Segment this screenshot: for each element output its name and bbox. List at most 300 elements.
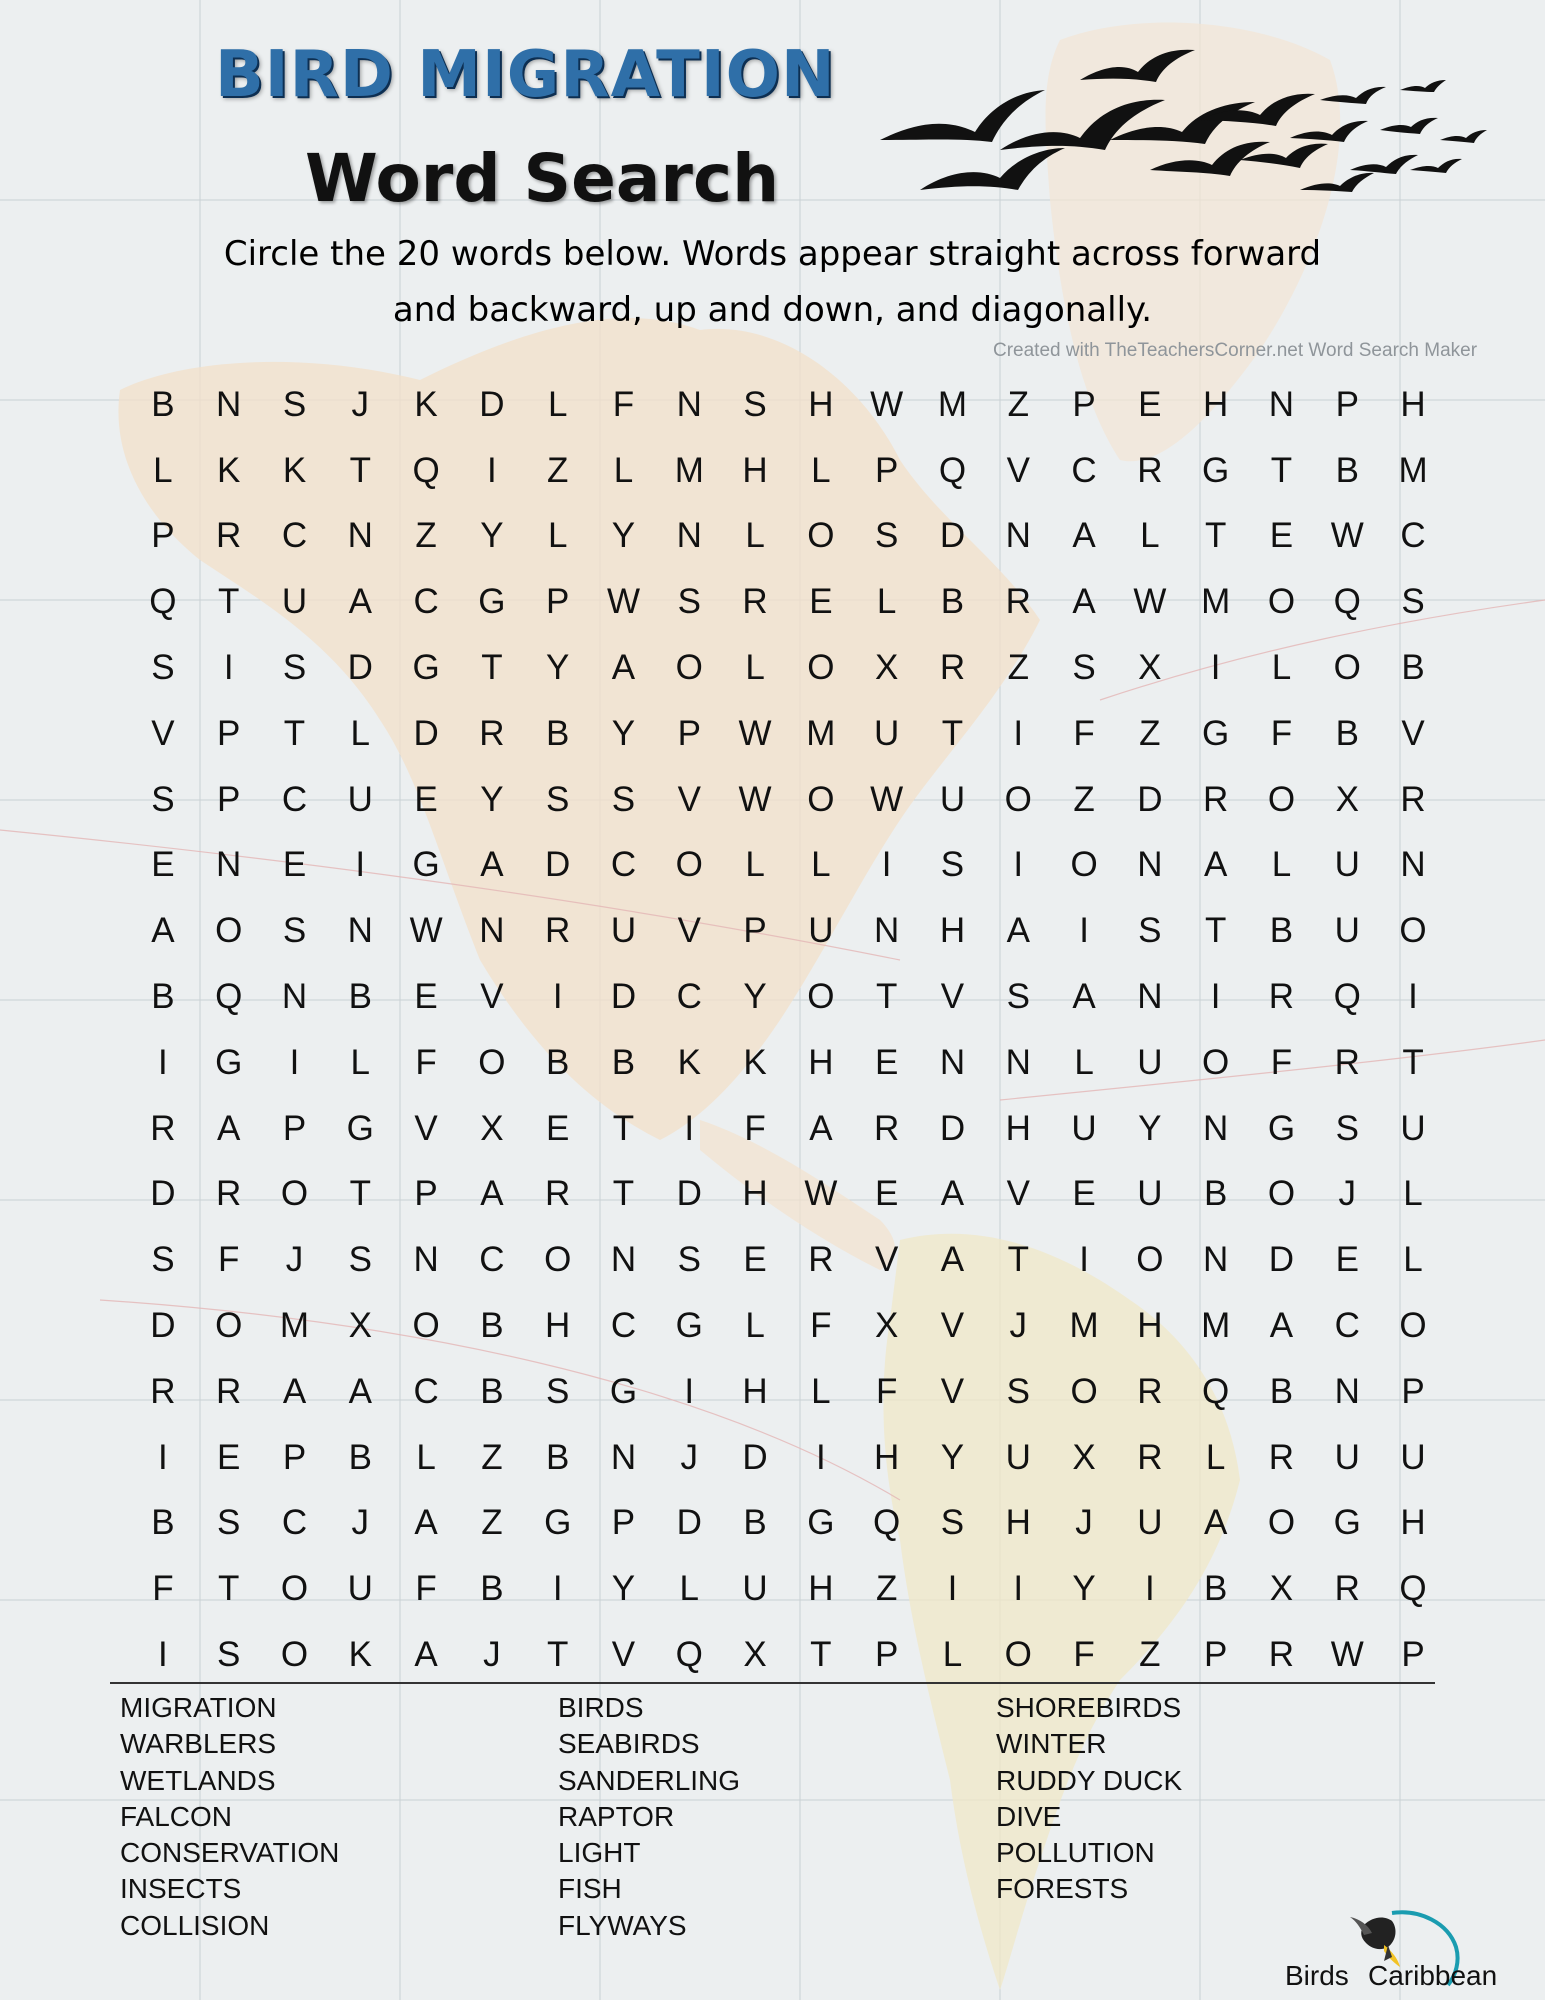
grid-letter[interactable]: B bbox=[1269, 1371, 1294, 1411]
grid-letter[interactable]: A bbox=[940, 1174, 965, 1214]
grid-letter[interactable]: W bbox=[804, 1174, 838, 1214]
grid-letter[interactable]: H bbox=[1005, 1108, 1031, 1148]
grid-letter[interactable]: Z bbox=[481, 1503, 503, 1543]
grid-letter[interactable]: T bbox=[1204, 911, 1227, 951]
grid-letter[interactable]: L bbox=[1403, 1174, 1423, 1214]
grid-letter[interactable]: K bbox=[414, 384, 438, 424]
grid-letter[interactable]: B bbox=[348, 977, 372, 1017]
grid-letter[interactable]: A bbox=[348, 1371, 372, 1411]
grid-letter[interactable]: L bbox=[745, 648, 765, 688]
grid-letter[interactable]: F bbox=[810, 1306, 832, 1346]
grid-letter[interactable]: R bbox=[808, 1240, 834, 1280]
grid-letter[interactable]: O bbox=[1070, 1371, 1098, 1411]
grid-letter[interactable]: N bbox=[1203, 1240, 1229, 1280]
grid-letter[interactable]: H bbox=[808, 1569, 834, 1609]
grid-letter[interactable]: U bbox=[1137, 1042, 1163, 1082]
grid-letter[interactable]: M bbox=[937, 384, 968, 424]
grid-letter[interactable]: P bbox=[874, 450, 899, 490]
grid-letter[interactable]: R bbox=[1203, 779, 1229, 819]
grid-letter[interactable]: X bbox=[480, 1108, 504, 1148]
grid-letter[interactable]: C bbox=[676, 977, 702, 1017]
grid-letter[interactable]: X bbox=[1138, 648, 1162, 688]
grid-letter[interactable]: C bbox=[281, 779, 308, 819]
grid-letter[interactable]: B bbox=[546, 713, 570, 753]
grid-letter[interactable]: R bbox=[1334, 1569, 1360, 1609]
grid-letter[interactable]: E bbox=[809, 582, 833, 622]
grid-letter[interactable]: B bbox=[546, 1437, 570, 1477]
grid-letter[interactable]: E bbox=[1072, 1174, 1096, 1214]
grid-letter[interactable]: I bbox=[1210, 977, 1221, 1017]
grid-letter[interactable]: R bbox=[1137, 1371, 1163, 1411]
grid-letter[interactable]: O bbox=[1004, 1635, 1032, 1675]
grid-letter[interactable]: A bbox=[480, 1174, 504, 1214]
grid-letter[interactable]: B bbox=[1335, 450, 1359, 490]
grid-letter[interactable]: L bbox=[613, 450, 634, 490]
grid-letter[interactable]: M bbox=[279, 1306, 310, 1346]
grid-letter[interactable]: R bbox=[874, 1108, 900, 1148]
grid-letter[interactable]: N bbox=[610, 1437, 637, 1477]
grid-letter[interactable]: N bbox=[676, 384, 702, 424]
grid-letter[interactable]: N bbox=[1334, 1371, 1360, 1411]
grid-letter[interactable]: A bbox=[217, 1108, 241, 1148]
grid-letter[interactable]: Y bbox=[1072, 1569, 1096, 1609]
grid-letter[interactable]: T bbox=[941, 713, 964, 753]
grid-letter[interactable]: L bbox=[811, 1371, 831, 1411]
grid-letter[interactable]: D bbox=[150, 1306, 176, 1346]
grid-letter[interactable]: C bbox=[610, 1306, 637, 1346]
grid-letter[interactable]: Q bbox=[1202, 1371, 1230, 1411]
grid-letter[interactable]: K bbox=[348, 1635, 372, 1675]
grid-letter[interactable]: P bbox=[1401, 1371, 1425, 1411]
grid-letter[interactable]: J bbox=[285, 1240, 304, 1280]
grid-letter[interactable]: J bbox=[1338, 1174, 1356, 1214]
grid-letter[interactable]: Q bbox=[215, 977, 243, 1017]
grid-letter[interactable]: L bbox=[1403, 1240, 1423, 1280]
grid-letter[interactable]: O bbox=[280, 1569, 309, 1609]
grid-letter[interactable]: P bbox=[282, 1108, 307, 1148]
grid-letter[interactable]: M bbox=[674, 450, 704, 490]
grid-letter[interactable]: S bbox=[1138, 911, 1162, 951]
grid-letter[interactable]: O bbox=[1202, 1042, 1230, 1082]
grid-letter[interactable]: I bbox=[1013, 1569, 1024, 1609]
grid-letter[interactable]: L bbox=[1074, 1042, 1094, 1082]
grid-letter[interactable]: T bbox=[218, 1569, 240, 1609]
grid-letter[interactable]: E bbox=[414, 977, 438, 1017]
grid-letter[interactable]: W bbox=[1330, 516, 1364, 556]
grid-letter[interactable]: S bbox=[743, 384, 767, 424]
grid-letter[interactable]: A bbox=[414, 1503, 438, 1543]
grid-letter[interactable]: B bbox=[743, 1503, 767, 1543]
grid-letter[interactable]: O bbox=[1399, 911, 1427, 951]
grid-letter[interactable]: P bbox=[151, 516, 175, 556]
grid-letter[interactable]: U bbox=[347, 1569, 373, 1609]
grid-letter[interactable]: S bbox=[546, 1371, 570, 1411]
grid-letter[interactable]: X bbox=[874, 648, 899, 688]
grid-letter[interactable]: S bbox=[348, 1240, 372, 1280]
grid-letter[interactable]: C bbox=[1071, 450, 1097, 490]
grid-letter[interactable]: W bbox=[738, 779, 772, 819]
grid-letter[interactable]: N bbox=[1137, 977, 1163, 1017]
grid-letter[interactable]: G bbox=[1202, 713, 1230, 753]
grid-letter[interactable]: N bbox=[939, 1042, 966, 1082]
grid-letter[interactable]: V bbox=[940, 977, 965, 1017]
grid-letter[interactable]: R bbox=[216, 516, 242, 556]
grid-letter[interactable]: E bbox=[414, 779, 438, 819]
grid-letter[interactable]: F bbox=[1073, 713, 1095, 753]
grid-letter[interactable]: W bbox=[1133, 582, 1167, 622]
grid-letter[interactable]: A bbox=[282, 1371, 307, 1411]
grid-letter[interactable]: X bbox=[1072, 1437, 1096, 1477]
grid-letter[interactable]: R bbox=[216, 1174, 242, 1214]
grid-letter[interactable]: N bbox=[676, 516, 702, 556]
grid-letter[interactable]: N bbox=[610, 1240, 637, 1280]
grid-letter[interactable]: M bbox=[806, 713, 836, 753]
grid-letter[interactable]: C bbox=[1334, 1306, 1360, 1346]
grid-letter[interactable]: H bbox=[1203, 384, 1229, 424]
grid-letter[interactable]: S bbox=[940, 845, 965, 885]
grid-letter[interactable]: R bbox=[216, 1371, 242, 1411]
grid-letter[interactable]: G bbox=[544, 1503, 572, 1543]
grid-letter[interactable]: P bbox=[611, 1503, 636, 1543]
grid-letter[interactable]: V bbox=[677, 779, 701, 819]
grid-letter[interactable]: L bbox=[153, 450, 173, 490]
grid-letter[interactable]: S bbox=[677, 1240, 701, 1280]
grid-letter[interactable]: L bbox=[1271, 648, 1292, 688]
grid-letter[interactable]: G bbox=[1267, 1108, 1296, 1148]
grid-letter[interactable]: L bbox=[811, 845, 831, 885]
grid-letter[interactable]: P bbox=[282, 1437, 307, 1477]
grid-letter[interactable]: T bbox=[349, 450, 371, 490]
grid-letter[interactable]: N bbox=[1400, 845, 1426, 885]
grid-letter[interactable]: T bbox=[1007, 1240, 1029, 1280]
grid-letter[interactable]: F bbox=[218, 1240, 240, 1280]
grid-letter[interactable]: Z bbox=[546, 450, 569, 490]
grid-letter[interactable]: T bbox=[1204, 516, 1227, 556]
grid-letter[interactable]: V bbox=[151, 713, 175, 753]
grid-letter[interactable]: L bbox=[350, 1042, 371, 1082]
grid-letter[interactable]: A bbox=[1072, 977, 1096, 1017]
grid-letter[interactable]: F bbox=[152, 1569, 174, 1609]
grid-letter[interactable]: N bbox=[1005, 1042, 1031, 1082]
grid-letter[interactable]: G bbox=[412, 648, 440, 688]
grid-letter[interactable]: G bbox=[412, 845, 440, 885]
grid-letter[interactable]: Q bbox=[675, 1635, 703, 1675]
grid-letter[interactable]: B bbox=[151, 1503, 175, 1543]
grid-letter[interactable]: A bbox=[1072, 582, 1096, 622]
grid-letter[interactable]: K bbox=[217, 450, 241, 490]
grid-letter[interactable]: Z bbox=[1007, 648, 1029, 688]
grid-letter[interactable]: N bbox=[216, 384, 242, 424]
grid-letter[interactable]: S bbox=[1006, 1371, 1030, 1411]
grid-letter[interactable]: Z bbox=[1073, 779, 1095, 819]
grid-letter[interactable]: P bbox=[677, 713, 701, 753]
grid-letter[interactable]: A bbox=[414, 1635, 438, 1675]
grid-letter[interactable]: T bbox=[218, 582, 240, 622]
grid-letter[interactable]: D bbox=[939, 516, 966, 556]
grid-letter[interactable]: O bbox=[807, 648, 835, 688]
grid-letter[interactable]: Y bbox=[611, 516, 636, 556]
grid-letter[interactable]: B bbox=[151, 977, 175, 1017]
grid-letter[interactable]: T bbox=[810, 1635, 832, 1675]
grid-letter[interactable]: U bbox=[1137, 1174, 1163, 1214]
grid-letter[interactable]: J bbox=[351, 384, 370, 424]
grid-letter[interactable]: R bbox=[1268, 1635, 1295, 1675]
grid-letter[interactable]: N bbox=[479, 911, 505, 951]
grid-letter[interactable]: P bbox=[217, 713, 241, 753]
grid-letter[interactable]: W bbox=[738, 713, 772, 753]
grid-letter[interactable]: X bbox=[1269, 1569, 1294, 1609]
grid-letter[interactable]: E bbox=[1335, 1240, 1359, 1280]
grid-letter[interactable]: B bbox=[1269, 911, 1294, 951]
grid-letter[interactable]: H bbox=[545, 1306, 571, 1346]
grid-letter[interactable]: Y bbox=[546, 648, 570, 688]
grid-letter[interactable]: E bbox=[874, 1174, 899, 1214]
grid-letter[interactable]: Q bbox=[149, 582, 177, 622]
grid-letter[interactable]: L bbox=[745, 516, 765, 556]
grid-letter[interactable]: D bbox=[479, 384, 505, 424]
grid-letter[interactable]: G bbox=[675, 1306, 703, 1346]
grid-letter[interactable]: W bbox=[409, 911, 443, 951]
grid-letter[interactable]: O bbox=[1267, 779, 1296, 819]
grid-letter[interactable]: C bbox=[413, 1371, 439, 1411]
grid-letter[interactable]: Y bbox=[1138, 1108, 1162, 1148]
grid-letter[interactable]: Q bbox=[873, 1503, 901, 1543]
grid-letter[interactable]: X bbox=[743, 1635, 767, 1675]
grid-letter[interactable]: G bbox=[478, 582, 506, 622]
grid-letter[interactable]: P bbox=[217, 779, 241, 819]
grid-letter[interactable]: O bbox=[215, 1306, 243, 1346]
grid-letter[interactable]: G bbox=[346, 1108, 374, 1148]
grid-letter[interactable]: R bbox=[939, 648, 966, 688]
grid-letter[interactable]: H bbox=[742, 1174, 768, 1214]
grid-letter[interactable]: N bbox=[347, 516, 373, 556]
grid-letter[interactable]: O bbox=[412, 1306, 440, 1346]
grid-letter[interactable]: I bbox=[684, 1108, 695, 1148]
grid-letter[interactable]: W bbox=[606, 582, 640, 622]
grid-letter[interactable]: Z bbox=[481, 1437, 503, 1477]
grid-letter[interactable]: B bbox=[1203, 1569, 1228, 1609]
grid-letter[interactable]: C bbox=[281, 1503, 308, 1543]
grid-letter[interactable]: S bbox=[1401, 582, 1425, 622]
grid-letter[interactable]: Y bbox=[480, 779, 504, 819]
grid-letter[interactable]: G bbox=[1333, 1503, 1361, 1543]
grid-letter[interactable]: E bbox=[743, 1240, 767, 1280]
grid-letter[interactable]: J bbox=[483, 1635, 501, 1675]
grid-letter[interactable]: T bbox=[1270, 450, 1293, 490]
grid-letter[interactable]: Y bbox=[743, 977, 767, 1017]
grid-letter[interactable]: B bbox=[151, 384, 175, 424]
grid-letter[interactable]: Q bbox=[412, 450, 440, 490]
grid-letter[interactable]: N bbox=[1005, 516, 1031, 556]
grid-letter[interactable]: I bbox=[1210, 648, 1221, 688]
grid-letter[interactable]: L bbox=[350, 713, 371, 753]
grid-letter[interactable]: I bbox=[1079, 1240, 1089, 1280]
grid-letter[interactable]: I bbox=[487, 450, 497, 490]
grid-letter[interactable]: H bbox=[1400, 384, 1426, 424]
grid-letter[interactable]: M bbox=[1069, 1306, 1099, 1346]
grid-letter[interactable]: N bbox=[874, 911, 900, 951]
grid-letter[interactable]: D bbox=[610, 977, 637, 1017]
grid-letter[interactable]: L bbox=[1140, 516, 1160, 556]
grid-letter[interactable]: S bbox=[217, 1503, 241, 1543]
grid-letter[interactable]: R bbox=[1005, 582, 1031, 622]
grid-letter[interactable]: R bbox=[1137, 450, 1163, 490]
grid-letter[interactable]: O bbox=[807, 977, 835, 1017]
grid-letter[interactable]: G bbox=[609, 1371, 638, 1411]
grid-letter[interactable]: I bbox=[158, 1437, 168, 1477]
grid-letter[interactable]: X bbox=[874, 1306, 899, 1346]
grid-letter[interactable]: F bbox=[415, 1569, 437, 1609]
grid-letter[interactable]: L bbox=[679, 1569, 699, 1609]
grid-letter[interactable]: G bbox=[215, 1042, 243, 1082]
grid-letter[interactable]: T bbox=[283, 713, 306, 753]
grid-letter[interactable]: F bbox=[1073, 1635, 1095, 1675]
grid-letter[interactable]: W bbox=[1330, 1635, 1364, 1675]
grid-letter[interactable]: U bbox=[347, 779, 373, 819]
grid-letter[interactable]: A bbox=[348, 582, 372, 622]
grid-letter[interactable]: S bbox=[874, 516, 899, 556]
grid-letter[interactable]: O bbox=[544, 1240, 572, 1280]
grid-letter[interactable]: U bbox=[1334, 845, 1360, 885]
grid-letter[interactable]: D bbox=[676, 1503, 702, 1543]
grid-letter[interactable]: U bbox=[874, 713, 900, 753]
grid-letter[interactable]: Z bbox=[875, 1569, 898, 1609]
grid-letter[interactable]: Y bbox=[940, 1437, 965, 1477]
grid-letter[interactable]: H bbox=[874, 1437, 900, 1477]
grid-letter[interactable]: T bbox=[349, 1174, 371, 1214]
grid-letter[interactable]: K bbox=[677, 1042, 701, 1082]
grid-letter[interactable]: D bbox=[1268, 1240, 1295, 1280]
grid-letter[interactable]: O bbox=[215, 911, 243, 951]
grid-letter[interactable]: Z bbox=[1139, 1635, 1161, 1675]
grid-letter[interactable]: A bbox=[809, 1108, 833, 1148]
grid-letter[interactable]: S bbox=[1072, 648, 1096, 688]
grid-letter[interactable]: F bbox=[415, 1042, 437, 1082]
grid-letter[interactable]: U bbox=[281, 582, 308, 622]
grid-letter[interactable]: H bbox=[1005, 1503, 1031, 1543]
grid-letter[interactable]: J bbox=[680, 1437, 699, 1477]
grid-letter[interactable]: K bbox=[282, 450, 307, 490]
grid-letter[interactable]: A bbox=[480, 845, 504, 885]
grid-letter[interactable]: B bbox=[480, 1306, 504, 1346]
grid-letter[interactable]: T bbox=[546, 1635, 569, 1675]
grid-letter[interactable]: E bbox=[546, 1108, 570, 1148]
grid-letter[interactable]: S bbox=[217, 1635, 241, 1675]
grid-letter[interactable]: R bbox=[545, 1174, 571, 1214]
grid-letter[interactable]: O bbox=[807, 779, 835, 819]
grid-letter[interactable]: C bbox=[479, 1240, 505, 1280]
grid-letter[interactable]: O bbox=[1070, 845, 1098, 885]
grid-letter[interactable]: Z bbox=[1007, 384, 1029, 424]
grid-letter[interactable]: B bbox=[940, 582, 965, 622]
grid-letter[interactable]: O bbox=[1399, 1306, 1427, 1346]
grid-letter[interactable]: Q bbox=[1333, 977, 1361, 1017]
grid-letter[interactable]: O bbox=[1267, 1503, 1296, 1543]
grid-letter[interactable]: G bbox=[807, 1503, 835, 1543]
grid-letter[interactable]: U bbox=[1137, 1503, 1163, 1543]
grid-letter[interactable]: I bbox=[1013, 845, 1024, 885]
grid-letter[interactable]: Z bbox=[1139, 713, 1161, 753]
grid-letter[interactable]: F bbox=[744, 1108, 766, 1148]
grid-letter[interactable]: R bbox=[1268, 1437, 1295, 1477]
grid-letter[interactable]: V bbox=[611, 1635, 636, 1675]
grid-letter[interactable]: Y bbox=[480, 516, 504, 556]
grid-letter[interactable]: U bbox=[1071, 1108, 1097, 1148]
grid-letter[interactable]: B bbox=[1335, 713, 1359, 753]
grid-letter[interactable]: N bbox=[1268, 384, 1295, 424]
grid-letter[interactable]: C bbox=[610, 845, 637, 885]
grid-letter[interactable]: I bbox=[684, 1371, 695, 1411]
grid-letter[interactable]: H bbox=[939, 911, 966, 951]
grid-letter[interactable]: F bbox=[875, 1371, 898, 1411]
grid-letter[interactable]: M bbox=[1201, 582, 1231, 622]
grid-letter[interactable]: I bbox=[881, 845, 892, 885]
grid-letter[interactable]: D bbox=[150, 1174, 176, 1214]
grid-letter[interactable]: B bbox=[348, 1437, 372, 1477]
grid-letter[interactable]: D bbox=[939, 1108, 966, 1148]
grid-letter[interactable]: V bbox=[1401, 713, 1425, 753]
grid-letter[interactable]: V bbox=[1006, 450, 1030, 490]
grid-letter[interactable]: I bbox=[289, 1042, 300, 1082]
grid-letter[interactable]: V bbox=[874, 1240, 899, 1280]
grid-letter[interactable]: I bbox=[1013, 713, 1024, 753]
grid-letter[interactable]: U bbox=[1334, 911, 1360, 951]
grid-letter[interactable]: V bbox=[940, 1371, 965, 1411]
grid-letter[interactable]: C bbox=[413, 582, 439, 622]
grid-letter[interactable]: S bbox=[677, 582, 701, 622]
grid-letter[interactable]: D bbox=[1137, 779, 1163, 819]
grid-letter[interactable]: A bbox=[940, 1240, 965, 1280]
grid-letter[interactable]: L bbox=[416, 1437, 436, 1477]
grid-letter[interactable]: D bbox=[413, 713, 439, 753]
grid-letter[interactable]: S bbox=[611, 779, 636, 819]
grid-letter[interactable]: U bbox=[939, 779, 966, 819]
grid-letter[interactable]: A bbox=[1006, 911, 1030, 951]
grid-letter[interactable]: O bbox=[1136, 1240, 1164, 1280]
grid-letter[interactable]: H bbox=[742, 1371, 768, 1411]
grid-letter[interactable]: H bbox=[1137, 1306, 1163, 1346]
grid-letter[interactable]: V bbox=[480, 977, 504, 1017]
grid-letter[interactable]: O bbox=[1004, 779, 1032, 819]
grid-letter[interactable]: Z bbox=[415, 516, 437, 556]
grid-letter[interactable]: S bbox=[282, 384, 307, 424]
grid-letter[interactable]: E bbox=[151, 845, 175, 885]
grid-letter[interactable]: E bbox=[1269, 516, 1294, 556]
grid-letter[interactable]: P bbox=[1401, 1635, 1425, 1675]
grid-letter[interactable]: M bbox=[1201, 1306, 1231, 1346]
grid-letter[interactable]: I bbox=[223, 648, 234, 688]
grid-letter[interactable]: N bbox=[1137, 845, 1163, 885]
grid-letter[interactable]: U bbox=[1400, 1437, 1426, 1477]
grid-letter[interactable]: P bbox=[414, 1174, 438, 1214]
grid-letter[interactable]: I bbox=[552, 1569, 563, 1609]
grid-letter[interactable]: L bbox=[811, 450, 831, 490]
grid-letter[interactable]: V bbox=[414, 1108, 438, 1148]
grid-letter[interactable]: R bbox=[150, 1108, 176, 1148]
grid-letter[interactable]: S bbox=[940, 1503, 965, 1543]
grid-letter[interactable]: B bbox=[480, 1569, 504, 1609]
grid-letter[interactable]: R bbox=[150, 1371, 176, 1411]
grid-letter[interactable]: U bbox=[1334, 1437, 1360, 1477]
grid-letter[interactable]: U bbox=[742, 1569, 768, 1609]
grid-letter[interactable]: A bbox=[151, 911, 175, 951]
grid-letter[interactable]: E bbox=[282, 845, 307, 885]
grid-letter[interactable]: I bbox=[158, 1635, 168, 1675]
grid-letter[interactable]: B bbox=[1401, 648, 1425, 688]
grid-letter[interactable]: O bbox=[675, 648, 703, 688]
grid-letter[interactable]: U bbox=[808, 911, 834, 951]
grid-letter[interactable]: M bbox=[1398, 450, 1428, 490]
